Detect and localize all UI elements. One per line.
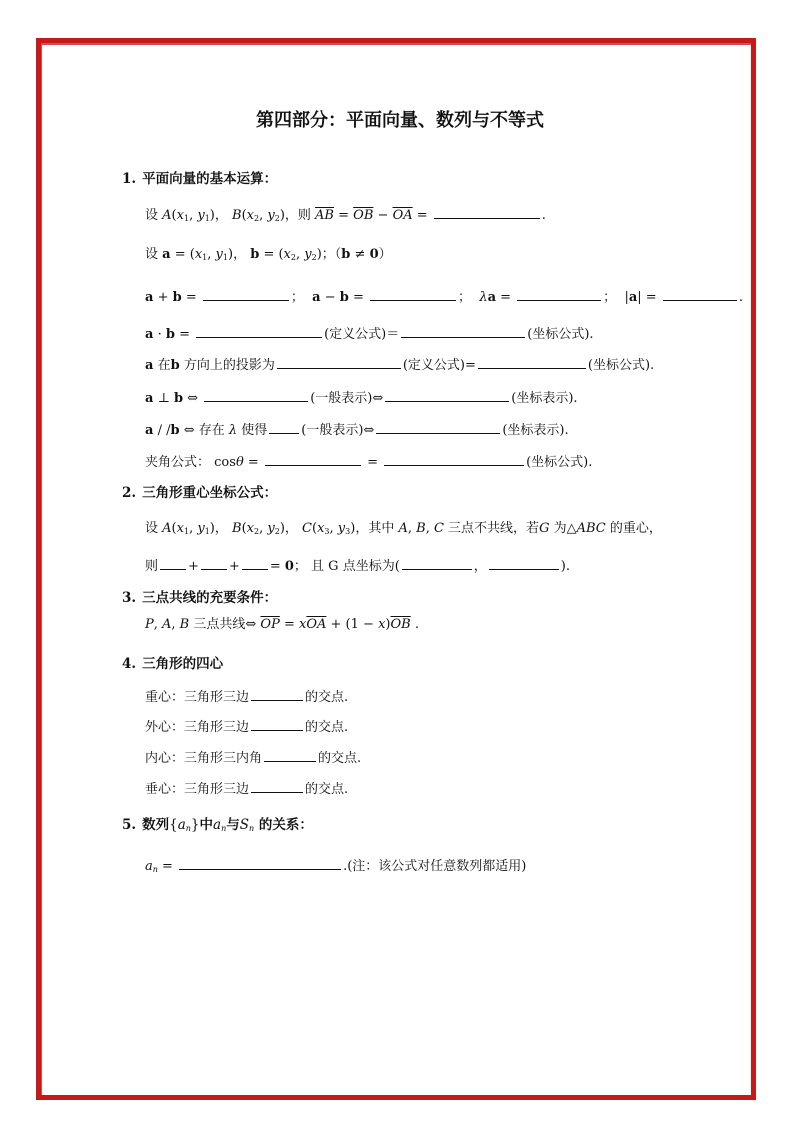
s1-line-ab: 设 $A(x_1$, $y_1$)， $B(x_2$, $y_2$)，则 $\overline{AB} = \overline{OB} - \overline{OA}$ = . — [145, 208, 546, 223]
answer-blank[interactable] — [201, 557, 227, 570]
s4-item: 垂心：三角形三边 的交点. — [145, 782, 349, 797]
s2-line-centroid: 则 + + = 0； 且 G 点坐标为( ， ). — [145, 559, 571, 574]
s3-line-collinear: P, A, B 三点共线⇔ $\overline{OP} = x\overline{OA} + (1 - x)\overline{OB}$ . — [145, 617, 419, 632]
section-3-heading — [122, 589, 277, 607]
answer-blank[interactable] — [401, 325, 525, 338]
answer-blank[interactable] — [204, 389, 308, 402]
answer-blank[interactable] — [370, 288, 456, 301]
s4-item: 外心：三角形三边 的交点. — [145, 720, 349, 735]
s1-line-angle: 夹角公式： cosθ = = (坐标公式). — [145, 455, 593, 470]
s1-line-perpendicular: a ⊥ b ⇔ (一般表示)⇔ (坐标表示). — [145, 391, 578, 406]
s2-line-points: 设 $A(x_1$, $y_1$)， $B(x_2$, $y_2$)， $C(x_3$, $y_3$)，其中 A, B, C 三点不共线，若G 为△ABC 的重心， — [145, 521, 662, 536]
section-number: 2. — [122, 485, 137, 501]
section-number: 5. — [122, 817, 137, 833]
answer-blank[interactable] — [251, 718, 303, 731]
answer-blank[interactable] — [277, 356, 401, 369]
section-4-heading — [122, 655, 223, 673]
section-2-heading — [122, 484, 277, 502]
answer-blank[interactable] — [376, 421, 500, 434]
s4-item: 内心：三角形三内角 的交点. — [145, 751, 362, 766]
s1-line-parallel: a / /b ⇔ 存在 λ 使得 (一般表示)⇔ (坐标表示). — [145, 423, 569, 438]
answer-blank[interactable] — [251, 780, 303, 793]
answer-blank[interactable] — [384, 453, 524, 466]
answer-blank[interactable] — [517, 288, 601, 301]
s1-line-projection: a 在b 方向上的投影为 (定义公式)= (坐标公式). — [145, 358, 655, 373]
answer-blank[interactable] — [385, 389, 509, 402]
answer-blank[interactable] — [402, 557, 472, 570]
answer-blank[interactable] — [265, 453, 361, 466]
section-1-heading — [122, 170, 277, 188]
section-title: 三角形重心坐标公式： — [142, 485, 278, 501]
section-title: 三点共线的充要条件： — [142, 590, 278, 606]
s4-item: 重心：三角形三边 的交点. — [145, 690, 349, 705]
answer-blank[interactable] — [489, 557, 559, 570]
section-5-heading: 5. 数列$\{a_n\}$中$a_n$与$S_n$ 的关系： — [122, 817, 313, 833]
page-title: 第四部分：平面向量、数列与不等式 — [256, 110, 544, 131]
answer-blank[interactable] — [269, 421, 299, 434]
answer-blank[interactable] — [663, 288, 737, 301]
s1-line-vectors: 设 $a = (x_1$, $y_1$)， $b = (x_2$, $y_2$)；（b ≠ 0） — [145, 247, 392, 262]
s1-line-basic-ops: a + b = ； a − b = ； λa = ； |a| = . — [145, 290, 743, 305]
answer-blank[interactable] — [478, 356, 586, 369]
answer-blank[interactable] — [179, 857, 341, 870]
s1-line-dot: a · b = (定义公式)＝ (坐标公式). — [145, 327, 594, 342]
answer-blank[interactable] — [434, 206, 540, 219]
section-number: 3. — [122, 590, 137, 606]
section-title: 平面向量的基本运算： — [142, 171, 278, 187]
answer-blank[interactable] — [251, 688, 303, 701]
s5-line-formula: $a_n$ = .(注：该公式对任意数列都适用) — [145, 859, 527, 874]
section-number: 1. — [122, 171, 137, 187]
answer-blank[interactable] — [196, 325, 322, 338]
answer-blank[interactable] — [264, 749, 316, 762]
answer-blank[interactable] — [160, 557, 186, 570]
answer-blank[interactable] — [242, 557, 268, 570]
answer-blank[interactable] — [203, 288, 289, 301]
section-number: 4. — [122, 656, 137, 672]
section-title: 三角形的四心 — [142, 656, 224, 672]
